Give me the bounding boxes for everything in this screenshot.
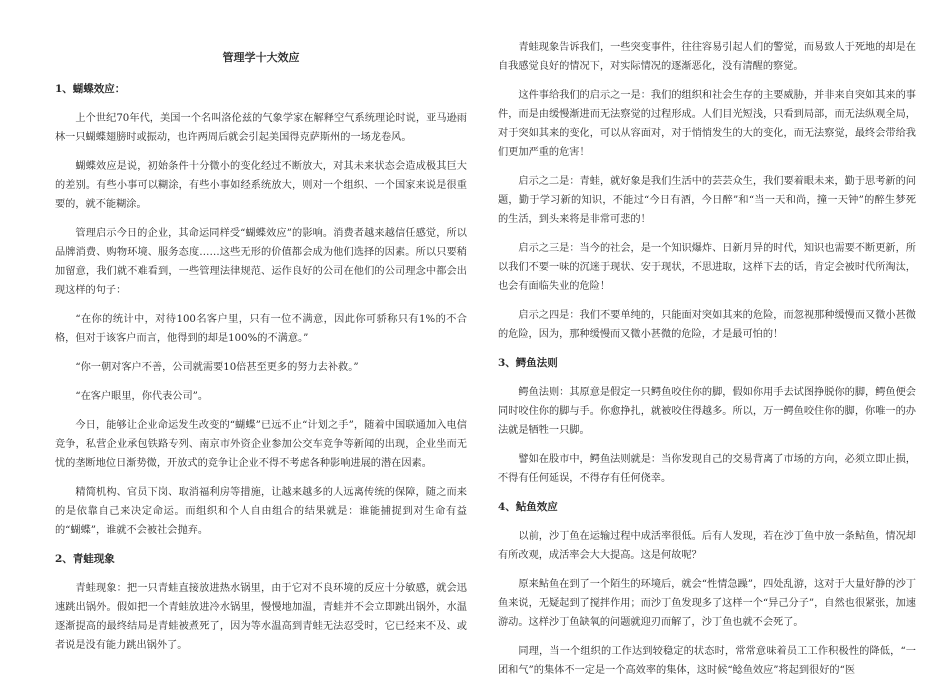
paragraph: 鳄鱼法则：其原意是假定一只鳄鱼咬住你的脚，假如你用手去试图挣脱你的脚，鳄鱼便会同时咬住你的脚与手。你愈挣扎，就被咬住得越多。所以，万一鳄鱼咬住你的脚，你唯一的办法就是牺牲一只脚。 <box>498 387 916 436</box>
paragraph: 蝴蝶效应是说，初始条件十分微小的变化经过不断放大，对其未来状态会造成极其巨大的差别。有些小事可以糊涂，有些小事如经系统放大，则对一个组织、一个国家来说是很重要的，就不能糊涂。 <box>55 161 467 210</box>
paragraph: 今日，能够让企业命运发生改变的“蝴蝶”已远不止“计划之手”，随着中国联通加入电信竞争，私营企业承包铁路专列、南京市外资企业参加公交车竞争等新闻的出现，企业坐而无忧的垄断地位日渐势微，开放式的竞争让企业不得不考虑各种影响进展的潜在因素。 <box>55 420 467 469</box>
paragraph: 管理启示今日的企业，其命运同样受“蝴蝶效应”的影响。消费者越来越信任感觉，所以品牌消费、购物环境、服务态度……这些无形的价值都会成为他们选择的因素。所以只要稍加留意，我们就不难看到，一些管理法律规范、运作良好的公司在他们的公司理念中都会出现这样的句子： <box>55 228 467 296</box>
paragraph: 青蛙现象：把一只青蛙直接放进热水锅里，由于它对不良环境的反应十分敏感，就会迅速跳出锅外。假如把一个青蛙放进冷水锅里，慢慢地加温，青蛙并不会立即跳出锅外，水温逐渐提高的最终结局是青蛙被煮死了，因为等水温高到青蛙无法忍受时，它已经来不及、或者说是没有能力跳出锅外了。 <box>55 583 467 651</box>
paragraph: 青蛙现象告诉我们，一些突变事件，往往容易引起人们的警觉，而易致人于死地的却是在自我感觉良好的情况下，对实际情况的逐渐恶化，没有清醒的察觉。 <box>498 42 916 72</box>
paragraph: 精简机构、官员下岗、取消福利房等措施，让越来越多的人远离传统的保障，随之而来的是依靠自己来决定命运。而组织和个人自由组合的结果就是：谁能捕捉到对生命有益的“蝴蝶”，谁就不会被社会抛弃。 <box>55 487 467 536</box>
left-column <box>55 40 467 665</box>
section-heading: 4、鲇鱼效应 <box>498 501 558 513</box>
section-heading: 3、鳄鱼法则 <box>498 357 558 369</box>
paragraph: 以前，沙丁鱼在运输过程中成活率很低。后有人发现，若在沙丁鱼中放一条鲇鱼，情况却有所改观，成活率会大大提高。这是何故呢？ <box>498 531 916 561</box>
paragraph: 上个世纪70年代，美国一个名叫洛伦兹的气象学家在解释空气系统理论时说，亚马逊雨林一只蝴蝶翅膀时或振动，也许两周后就会引起美国得克萨斯州的一场龙卷风。 <box>55 113 467 143</box>
document-title: 管理学十大效应 <box>222 51 300 64</box>
paragraph: 启示之二是：青蛙，就好象是我们生活中的芸芸众生，我们要着眼未来，勤于思考新的问题，勤于学习新的知识，不能过“今日有酒，今日醉”和“当一天和尚，撞一天钟”的醉生梦死的生活，到头来将是非常可悲的！ <box>498 176 916 225</box>
paragraph: 这件事给我们的启示之一是：我们的组织和社会生存的主要威胁，并非来自突如其来的事件，而是由缓慢渐进而无法察觉的过程形成。人们目光短浅，只看到局部，而无法纵观全局，对于突如其来的变化，可以从容面对，对于悄悄发生的大的变化，而无法察觉，最终会带给我们更加严重的危害！ <box>498 90 916 158</box>
paragraph: 启示之三是：当今的社会，是一个知识爆炸、日新月异的时代，知识也需要不断更新，所以我们不要一味的沉迷于现状、安于现状，不思进取，这样下去的话，肯定会被时代所淘汰，也会有面临失业的危险！ <box>498 243 916 292</box>
paragraph: 同理，当一个组织的工作达到较稳定的状态时，常常意味着员工工作积极性的降低，“一团和气”的集体不一定是一个高效率的集体，这时候“鲶鱼效应”将起到很好的“医 <box>498 646 916 676</box>
paragraph: 譬如在股市中，鳄鱼法则就是：当你发现自己的交易背离了市场的方向，必须立即止损，不得有任何延误，不得存有任何侥幸。 <box>498 454 916 484</box>
right-column <box>498 38 916 690</box>
section-heading: 2、青蛙现象 <box>55 553 115 565</box>
section-heading: 1、蝴蝶效应： <box>55 83 126 95</box>
paragraph: 原来鲇鱼在到了一个陌生的环境后，就会“性情急躁”，四处乱游，这对于大量好静的沙丁鱼来说，无疑起到了搅拌作用；而沙丁鱼发现多了这样一个“异己分子”，自然也很紧张，加速游动。这样沙丁鱼缺氧的问题就迎刃而解了，沙丁鱼也就不会死了。 <box>498 579 916 628</box>
paragraph: 启示之四是：我们不要单纯的，只能面对突如其来的危险，而忽视那种缓慢而又微小甚微的危险，因为，那种缓慢而又微小甚微的危险，才是最可怕的！ <box>498 310 916 340</box>
quote-paragraph: “在客户眼里，你代表公司”。 <box>75 391 209 402</box>
quote-paragraph: “你一朝对客户不善，公司就需要10倍甚至更多的努力去补救。” <box>75 362 359 373</box>
quote-paragraph: “在你的统计中，对待100名客户里，只有一位不满意，因此你可骄称只有1%的不合格，但对于该客户而言，他得到的却是100%的不满意。” <box>55 314 467 344</box>
